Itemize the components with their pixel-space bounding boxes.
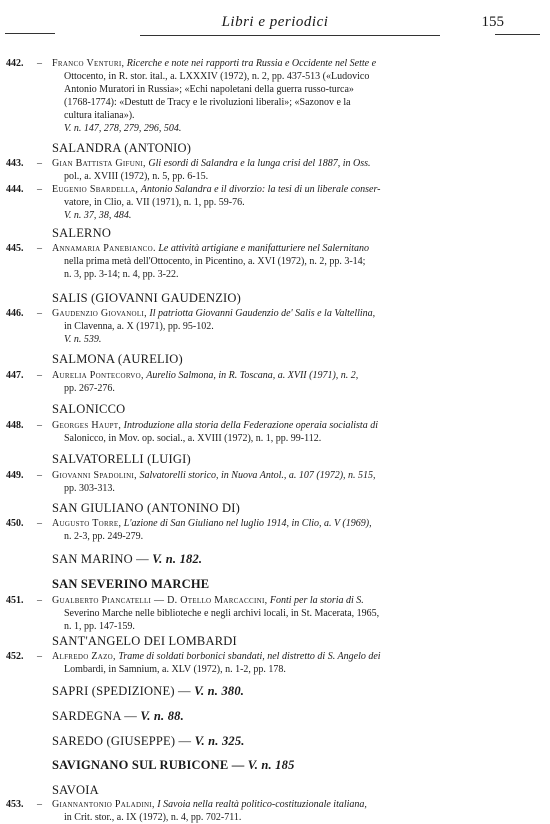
- section-heading: [52, 684, 244, 699]
- entry-text: Aurelio Salmona, in R. Toscana, a. XVII (1971), n. 2,: [146, 370, 359, 381]
- page-header: [0, 0, 550, 40]
- entry-author: Alfredo Zazo,: [52, 651, 116, 662]
- section-heading: [52, 758, 295, 773]
- section-heading: SALONICCO: [52, 402, 126, 416]
- entry-text: Antonio Salandra e il divorzio: la tesi di un liberale conser-: [140, 184, 381, 195]
- entry-number: 443.: [6, 158, 24, 169]
- entry-dash: –: [37, 799, 42, 810]
- entry-text: (1768-1774): «Destutt de Tracy e le rivoluzioni liberali»; «Sazonov e la: [64, 97, 351, 108]
- entry-author: Eugenio Sbardella,: [52, 184, 139, 195]
- entry-text: Il patriotta Giovanni Gaudenzio de' Salis e la Valtellina,: [149, 308, 376, 319]
- entry-cross-reference: V. n. 147, 278, 279, 296, 504.: [64, 123, 182, 134]
- entry-author: Giannantonio Paladini,: [52, 799, 155, 810]
- entry-author: Annamaria Panebianco.: [52, 243, 156, 254]
- section-heading: SALERNO: [52, 226, 112, 240]
- entry-text: cultura italiana»).: [64, 110, 135, 121]
- entry-text: vatore, in Clio, a. VII (1971), n. 1, pp. 59-76.: [64, 197, 245, 208]
- entry-text: pol., a. XVIII (1972), n. 5, pp. 6-15.: [64, 171, 209, 182]
- entry-text: n. 2-3, pp. 249-279.: [64, 531, 144, 542]
- entry-author: Aurelia Pontecorvo,: [52, 370, 144, 381]
- section-heading: SAVOIA: [52, 783, 99, 797]
- entry-text: in Crit. stor., a. IX (1972), n. 4, pp. 702-711.: [64, 812, 242, 823]
- entry-text: n. 3, pp. 3-14; n. 4, pp. 3-22.: [64, 269, 179, 280]
- entry-dash: –: [37, 420, 42, 431]
- entry-dash: –: [37, 184, 42, 195]
- page-number: 155: [481, 14, 504, 30]
- entry-text: Salonicco, in Mov. op. social., a. XVIII (1972), n. 1, pp. 99-112.: [64, 433, 322, 444]
- entry-number: 451.: [6, 595, 24, 606]
- entry-text: Ricerche e note nei rapporti tra Russia e Occidente nel Sette e: [126, 58, 377, 69]
- entry-text: Antonio Muratori in Russia»; «Echi napoletani della guerra russo-turca»: [64, 84, 354, 95]
- header-rule-middle: [140, 35, 440, 36]
- section-heading: SAN SEVERINO MARCHE: [52, 577, 210, 591]
- entry-text: nella prima metà dell'Ottocento, in Picentino, a. XVI (1972), n. 2, pp. 3-14;: [64, 256, 366, 267]
- entry-cross-reference: V. n. 539.: [64, 334, 102, 345]
- entry-number: 447.: [6, 370, 24, 381]
- section-heading: SALIS (GIOVANNI GAUDENZIO): [52, 291, 241, 305]
- entry-dash: –: [37, 651, 42, 662]
- entry-text: pp. 267-276.: [64, 383, 115, 394]
- header-rule-left: [5, 33, 55, 34]
- entry-number: 442.: [6, 58, 24, 69]
- entry-text: Trame di soldati borbonici sbandati, nel distretto di S. Angelo dei: [118, 651, 381, 662]
- section-heading: SALMONA (AURELIO): [52, 352, 183, 366]
- running-title: Libri e periodici: [221, 14, 329, 30]
- heading-cross-reference: V. n. 325.: [194, 734, 245, 748]
- entry-author: Georges Haupt,: [52, 420, 122, 431]
- section-heading: [52, 552, 202, 567]
- entry-number: 450.: [6, 518, 24, 529]
- section-heading: SANT'ANGELO DEI LOMBARDI: [52, 634, 237, 648]
- entry-text: Le attività artigiane e manifatturiere nel Salernitano: [158, 243, 370, 254]
- entry-text: I Savoia nella realtà politico-costituzionale italiana,: [157, 799, 367, 810]
- entry-number: 444.: [6, 184, 24, 195]
- entry-dash: –: [37, 518, 42, 529]
- entry-dash: –: [37, 470, 42, 481]
- entry-text: Gli esordi di Salandra e la lunga crisi del 1887, in Oss.: [148, 158, 371, 169]
- heading-cross-reference: V. n. 380.: [194, 684, 245, 698]
- entry-author: Augusto Torre,: [52, 518, 122, 529]
- section-heading-label: SAREDO (GIUSEPPE) —: [52, 734, 192, 748]
- section-heading: SALANDRA (ANTONIO): [52, 141, 192, 155]
- entry-text: pp. 303-313.: [64, 483, 115, 494]
- entry-dash: –: [37, 370, 42, 381]
- entry-text: Fonti per la storia di S.: [269, 595, 364, 606]
- section-heading-label: SAPRI (SPEDIZIONE) —: [52, 684, 191, 698]
- entry-number: 453.: [6, 799, 24, 810]
- section-heading-label: SAVIGNANO SUL RUBICONE —: [52, 758, 245, 772]
- entry-dash: –: [37, 158, 42, 169]
- entry-number: 446.: [6, 308, 24, 319]
- section-heading-label: SARDEGNA —: [52, 709, 137, 723]
- entry-text: Severino Marche nelle biblioteche e negli archivi locali, in St. Macerata, 1965,: [64, 608, 380, 619]
- entry-text: Ottocento, in R. stor. ital., a. LXXXIV (1972), n. 2, pp. 437-513 («Ludovico: [64, 71, 370, 82]
- entry-author: Franco Venturi,: [52, 58, 125, 69]
- entry-text: n. 1, pp. 147-159.: [64, 621, 135, 632]
- heading-cross-reference: V. n. 182.: [152, 552, 203, 566]
- heading-cross-reference: V. n. 88.: [140, 709, 184, 723]
- entry-author: Gualberto Piancatelli — D. Otello Marcaccini,: [52, 595, 268, 606]
- entry-author: Gian Battista Gifuni,: [52, 158, 146, 169]
- section-heading: [52, 709, 184, 724]
- entry-number: 445.: [6, 243, 24, 254]
- entry-dash: –: [37, 58, 42, 69]
- entry-text: Introduzione alla storia della Federazione operaia socialista di: [123, 420, 378, 431]
- section-heading: SAN GIULIANO (ANTONINO DI): [52, 501, 240, 515]
- heading-cross-reference: V. n. 185: [247, 758, 295, 772]
- entry-author: Giovanni Spadolini,: [52, 470, 137, 481]
- entry-number: 449.: [6, 470, 24, 481]
- entry-dash: –: [37, 595, 42, 606]
- entry-author: Gaudenzio Giovanoli,: [52, 308, 147, 319]
- entry-text: L'azione di San Giuliano nel luglio 1914, in Clio, a. V (1969),: [123, 518, 372, 529]
- entry-text: Salvatorelli storico, in Nuova Antol., a. 107 (1972), n. 515,: [139, 470, 376, 481]
- section-heading: [52, 734, 245, 749]
- entry-dash: –: [37, 308, 42, 319]
- header-rule-right: [495, 34, 540, 35]
- entry-cross-reference: V. n. 37, 38, 484.: [64, 210, 132, 221]
- section-heading: SALVATORELLI (LUIGI): [52, 452, 191, 466]
- entry-number: 452.: [6, 651, 24, 662]
- entry-dash: –: [37, 243, 42, 254]
- section-heading-label: SAN MARINO —: [52, 552, 149, 566]
- entry-text: Lombardi, in Samnium, a. XLV (1972), n. 1-2, pp. 178.: [64, 664, 286, 675]
- entry-text: in Clavenna, a. X (1971), pp. 95-102.: [64, 321, 214, 332]
- entry-number: 448.: [6, 420, 24, 431]
